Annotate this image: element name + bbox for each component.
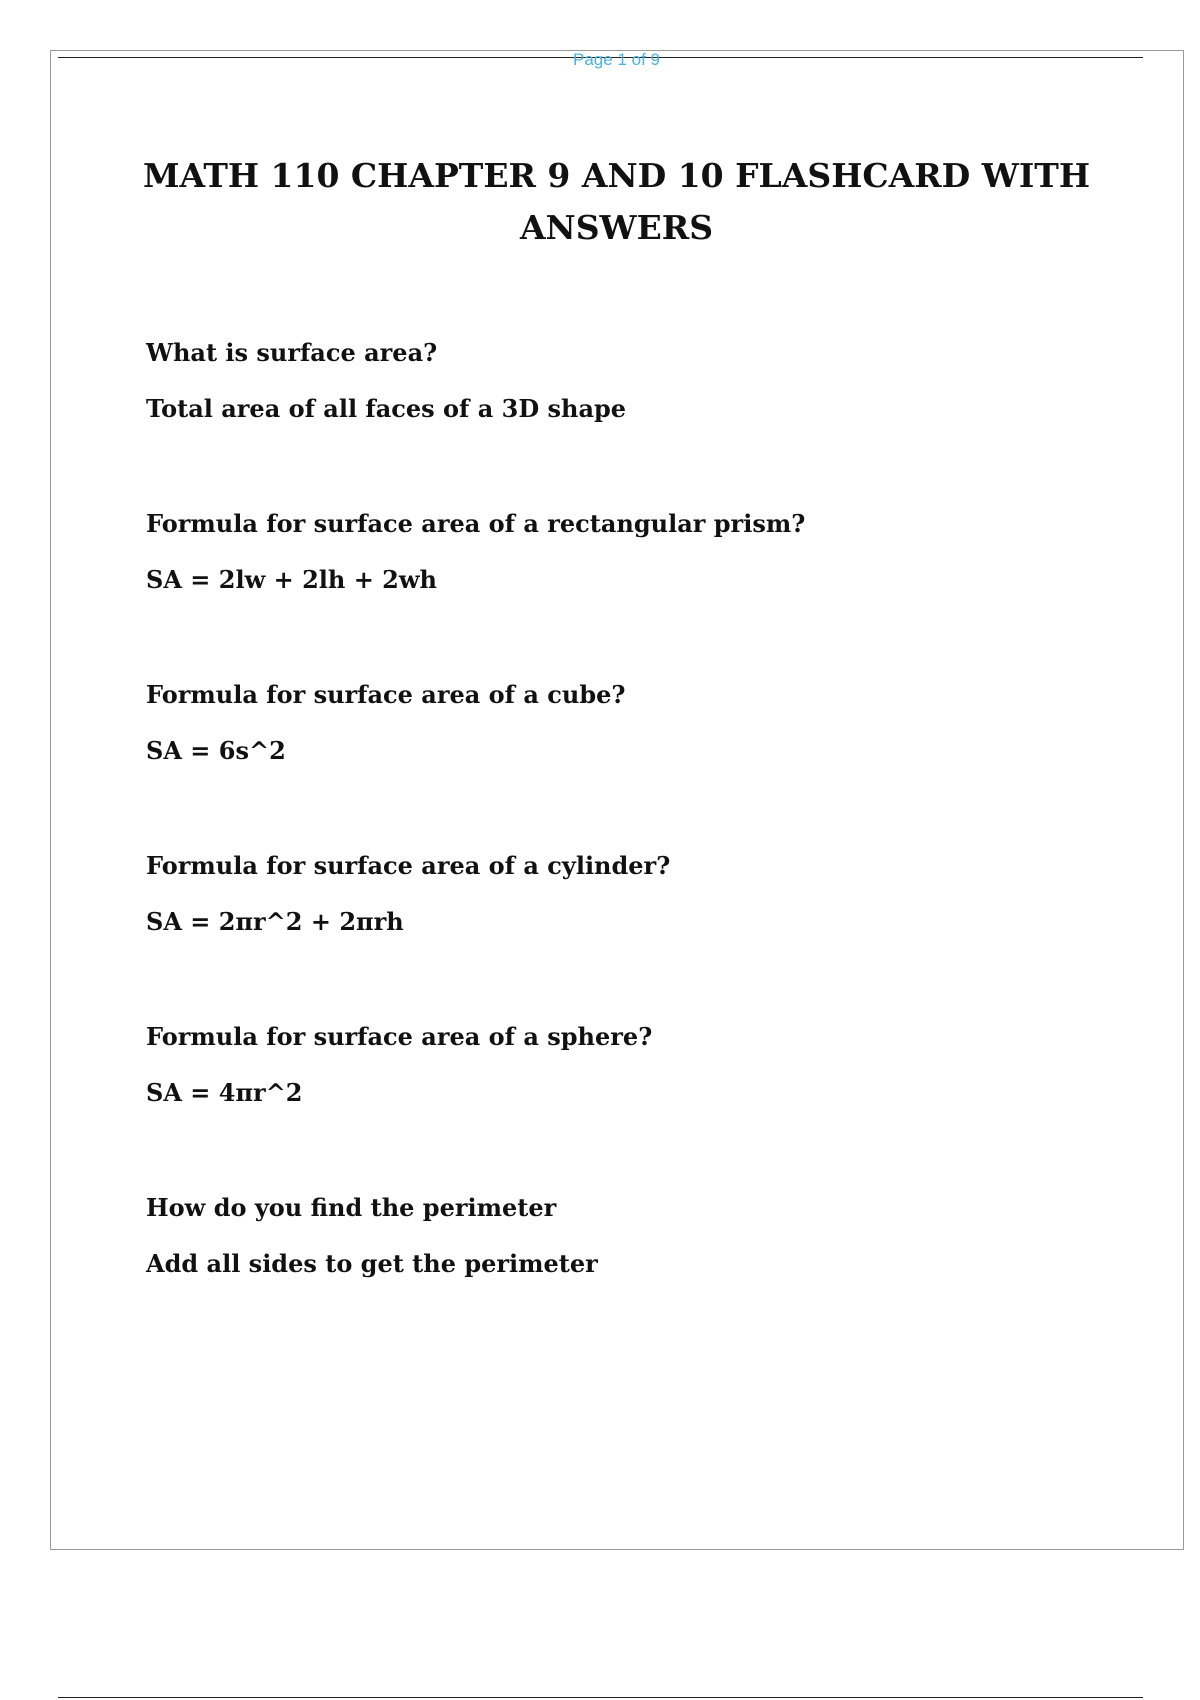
document-title: MATH 110 CHAPTER 9 AND 10 FLASHCARD WITH ANSWERS — [142, 156, 1091, 247]
flashcard-list — [146, 325, 1146, 1351]
flashcard-question: Formula for surface area of a cube? — [146, 680, 626, 709]
flashcard-answer: SA = 6s^2 — [146, 736, 286, 765]
flashcard-question: Formula for surface area of a cylinder? — [146, 851, 671, 880]
flashcard — [146, 325, 1146, 437]
flashcard-answer: SA = 2lw + 2lh + 2wh — [146, 565, 437, 594]
flashcard — [146, 1009, 1146, 1121]
page-number: Page 1 of 9 — [573, 50, 660, 69]
flashcard-answer: Add all sides to get the perimeter — [146, 1249, 598, 1278]
flashcard — [146, 496, 1146, 608]
flashcard-answer: Total area of all faces of a 3D shape — [146, 394, 627, 423]
footer-rule — [58, 1697, 1143, 1698]
flashcard — [146, 838, 1146, 950]
flashcard — [146, 667, 1146, 779]
flashcard-question: Formula for surface area of a rectangular prism? — [146, 509, 806, 538]
flashcard-question: Formula for surface area of a sphere? — [146, 1022, 653, 1051]
flashcard — [146, 1180, 1146, 1292]
flashcard-question: How do you find the perimeter — [146, 1193, 557, 1222]
flashcard-answer: SA = 2πr^2 + 2πrh — [146, 907, 404, 936]
flashcard-answer: SA = 4πr^2 — [146, 1078, 303, 1107]
flashcard-question: What is surface area? — [146, 338, 438, 367]
